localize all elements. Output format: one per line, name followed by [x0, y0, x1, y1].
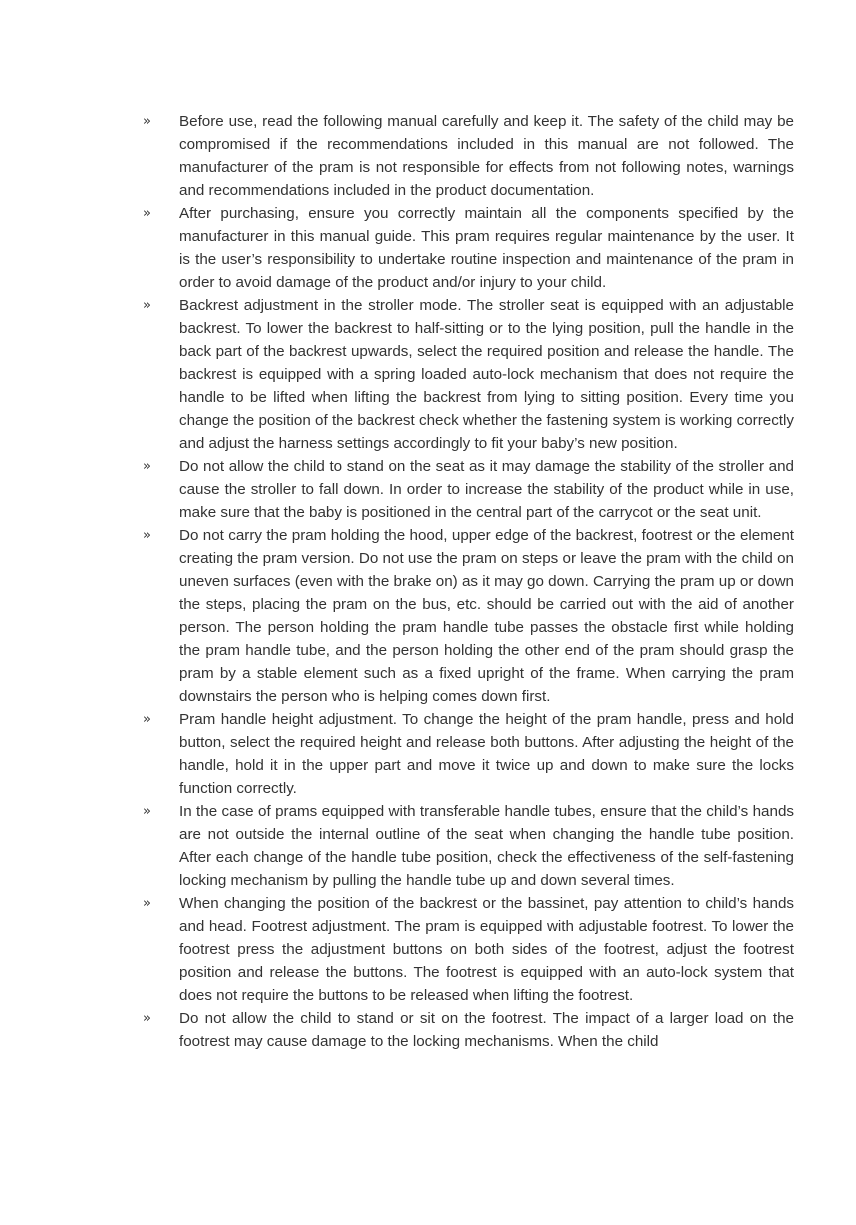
bullet-icon: »: [143, 459, 151, 474]
bullet-icon: »: [143, 804, 151, 819]
list-item: [143, 202, 794, 294]
list-item: [143, 294, 794, 455]
list-item: [143, 892, 794, 1007]
bullet-icon: »: [143, 528, 151, 543]
list-item-text: Pram handle height adjustment. To change the height of the pram handle, press and hold button, select the required height and release both buttons. After adjusting the height of the handle, hold it in the upper part and move it twice up and down to make sure the locks function correctly.: [179, 711, 794, 797]
list-item-text: When changing the position of the backrest or the bassinet, pay attention to child’s hands and head. Footrest adjustment. The pram is equipped with adjustable footrest. To lower the footrest press the adjustment buttons on both sides of the footrest, adjust the footrest position and release the buttons. The footrest is equipped with an auto-lock system that does not require the buttons to be released when lifting the footrest.: [179, 895, 794, 1004]
bullet-icon: »: [143, 712, 151, 727]
list-item: [143, 1007, 794, 1053]
list-item-text: Backrest adjustment in the stroller mode. The stroller seat is equipped with an adjustable backrest. To lower the backrest to half-sitting or to the lying position, pull the handle in the back part of the backrest upwards, select the required position and release the handle. The backrest is equipped with a spring loaded auto-lock mechanism that does not require the handle to be lifted when lifting the backrest from lying to sitting position. Every time you change the position of the backrest check whether the fastening system is working correctly and adjust the harness settings accordingly to fit your baby’s new position.: [179, 297, 794, 452]
safety-instructions-list: [143, 110, 794, 1053]
bullet-icon: »: [143, 896, 151, 911]
list-item-text: Do not allow the child to stand on the seat as it may damage the stability of the stroller and cause the stroller to fall down. In order to increase the stability of the product while in use, make sure that the baby is positioned in the central part of the carrycot or the seat unit.: [179, 458, 794, 521]
list-item: [143, 708, 794, 800]
list-item: [143, 455, 794, 524]
list-item-text: In the case of prams equipped with transferable handle tubes, ensure that the child’s hands are not outside the internal outline of the seat when changing the handle tube position. After each change of the handle tube position, check the effectiveness of the self-fastening locking mechanism by pulling the handle tube up and down several times.: [179, 803, 794, 889]
list-item-text: Do not allow the child to stand or sit on the footrest. The impact of a larger load on the footrest may cause damage to the locking mechanisms. When the child: [179, 1010, 794, 1050]
bullet-icon: »: [143, 1011, 151, 1026]
list-item-text: After purchasing, ensure you correctly maintain all the components specified by the manufacturer in this manual guide. This pram requires regular maintenance by the user. It is the user’s responsibility to undertake routine inspection and maintenance of the pram in order to avoid damage of the product and/or injury to your child.: [179, 205, 794, 291]
bullet-icon: »: [143, 298, 151, 313]
list-item: [143, 524, 794, 708]
bullet-icon: »: [143, 114, 151, 129]
bullet-icon: »: [143, 206, 151, 221]
list-item-text: Do not carry the pram holding the hood, upper edge of the backrest, footrest or the element creating the pram version. Do not use the pram on steps or leave the pram with the child on uneven surfaces (even with the brake on) as it may go down. Carrying the pram up or down the steps, placing the pram on the bus, etc. should be carried out with the aid of another person. The person holding the pram handle tube passes the obstacle first while holding the pram handle tube, and the person holding the other end of the pram should grasp the pram by a stable element such as a fixed upright of the frame. When carrying the pram downstairs the person who is helping comes down first.: [179, 527, 794, 705]
list-item: [143, 800, 794, 892]
list-item-text: Before use, read the following manual carefully and keep it. The safety of the child may be compromised if the recommendations included in this manual are not followed. The manufacturer of the pram is not responsible for effects from not following notes, warnings and recommendations included in the product documentation.: [179, 113, 794, 199]
list-item: [143, 110, 794, 202]
